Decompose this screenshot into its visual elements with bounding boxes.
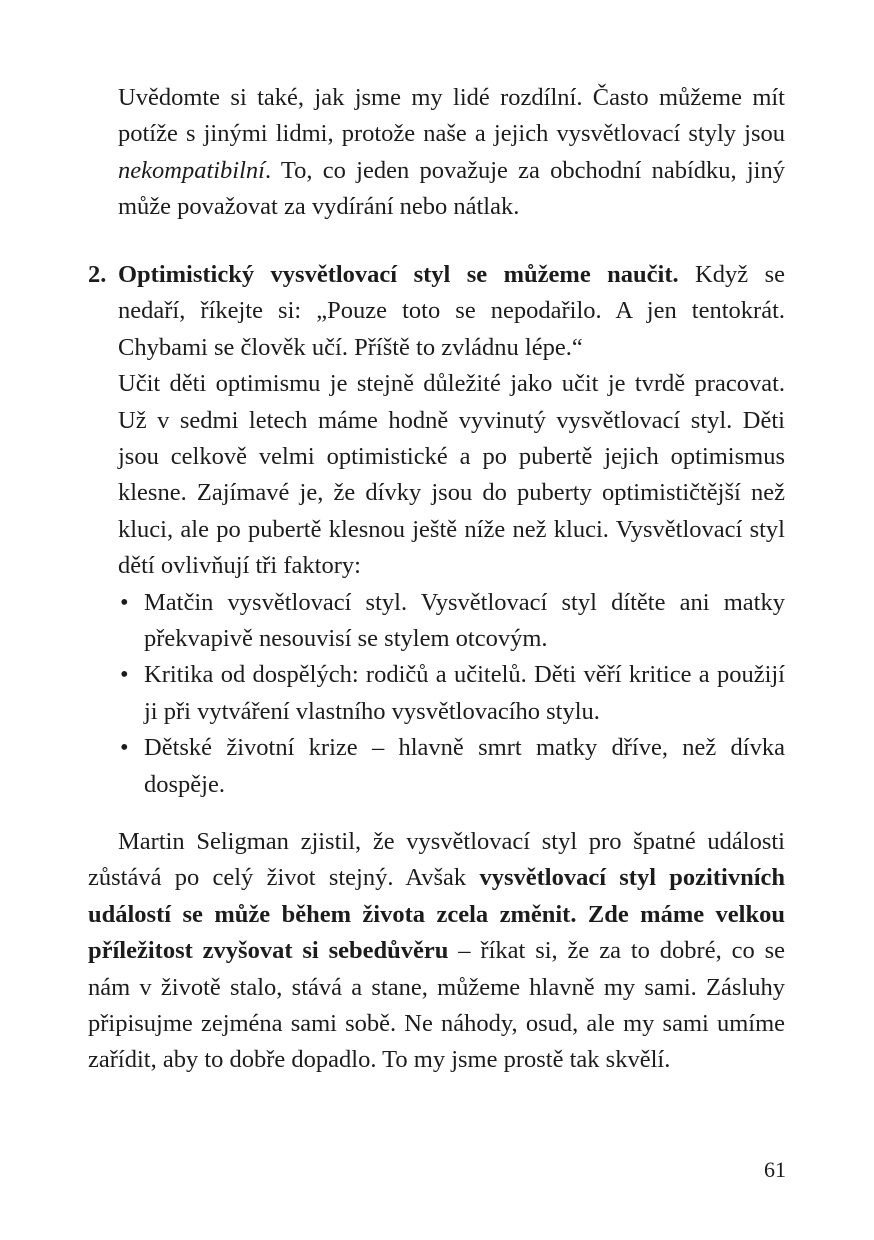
item-body	[118, 257, 785, 803]
bullet-text: Kritika od dospělých: rodičů a učitelů. Děti věří kritice a použijí ji při vytváření vlastního vysvětlovacího stylu.	[144, 661, 785, 725]
bullet-list	[118, 585, 785, 803]
bullet-text: Matčin vysvětlovací styl. Vysvětlovací styl dítěte ani matky překvapivě nesouvisí se stylem otcovým.	[144, 588, 785, 653]
item-paragraph: Učit děti optimismu je stejně důležité jako učit je tvrdě pracovat. Už v sedmi letech máme hodně vyvinutý vysvětlovací styl. Děti jsou celkově velmi optimistické a po pubertě jejich optimismus klesne. Zajímavé je, že dívky jsou do puberty optimističtější než kluci, ale po pubertě klesnou ještě níže než kluci. Vysvětlovací styl dětí ovlivňují tři faktory:	[118, 370, 785, 580]
bullet-item	[118, 657, 785, 730]
bullet-icon: •	[120, 661, 129, 689]
item-heading: Optimistický vysvětlovací styl se můžeme naučit.	[118, 261, 679, 288]
bullet-text: Dětské životní krize – hlavně smrt matky dříve, než dívka dospěje.	[144, 734, 785, 798]
bullet-item	[118, 585, 785, 658]
paragraph-seligman	[88, 824, 785, 1079]
item-lead-text: Když se nedaří, říkejte si: „Pouze toto se nepodařilo. A jen tentokrát. Chybami se člověk učí. Příště to zvládnu lépe.“	[118, 261, 785, 361]
paragraph-text: . To, co jeden považuje za obchodní nabídku, jiný může považovat za vydírání nebo nátlak.	[118, 156, 785, 221]
page-number: 61	[764, 1157, 786, 1182]
item-number: 2.	[88, 261, 107, 288]
bullet-icon: •	[120, 734, 129, 762]
paragraph-text: Uvědomte si také, jak jsme my lidé rozdílní. Často můžeme mít potíže s jinými lidmi, protože naše a jejich vysvětlovací styly jsou	[118, 84, 785, 148]
paragraph-text: – říkat si, že za to dobré, co se nám v životě stalo, stává a stane, můžeme hlavně my sami. Zásluhy připisujme zejména sami sobě. Ne náhody, osud, ale my sami umíme zařídit, aby to dobře dopadlo. To my jsme prostě tak skvělí.	[88, 937, 786, 1074]
item-lead	[118, 257, 785, 366]
bold-emphasis: vysvětlovací styl pozitivních událostí se může během života zcela změnit. Zde máme velkou příležitost zvyšovat si sebedůvěru	[88, 864, 785, 965]
bullet-item	[118, 730, 785, 803]
paragraph-incompatible-styles	[118, 80, 785, 226]
bullet-icon: •	[120, 588, 129, 616]
numbered-item-2	[88, 257, 785, 803]
italic-term: nekompatibilní	[118, 156, 265, 184]
paragraph-text: Martin Seligman zjistil, že vysvětlovací styl pro špatné události zůstává po celý život stejný. Avšak	[88, 828, 785, 892]
